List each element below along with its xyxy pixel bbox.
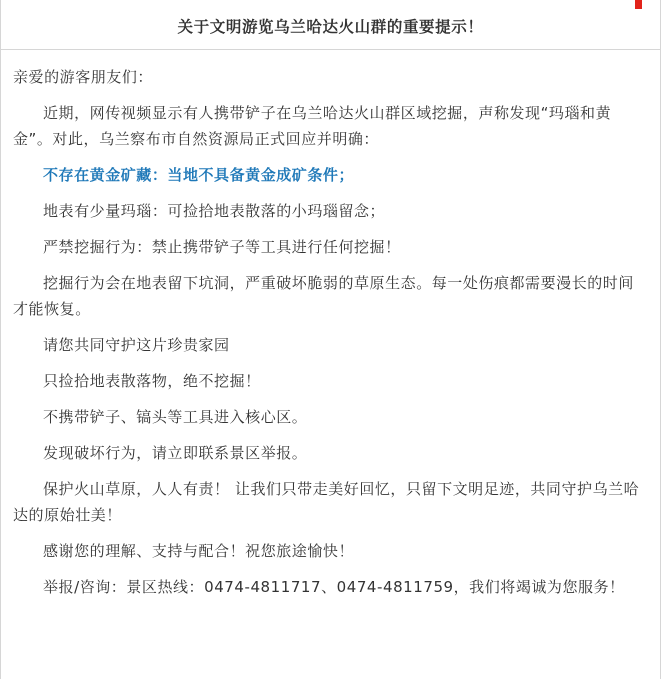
greeting: 亲爱的游客朋友们： <box>13 68 153 86</box>
paragraph-pick-surface: 只捡拾地表散落物，绝不挖掘！ <box>43 372 261 390</box>
paragraph-responsibility: 保护火山草原，人人有责！ 让我们只带走美好回忆，只留下文明足迹，共同守护乌兰哈达的原始壮美！ <box>13 480 640 524</box>
paragraph-report: 发现破坏行为，请立即联系景区举报。 <box>43 444 308 462</box>
paragraph-hotline: 举报/咨询：景区热线：0474-4811717、0474-4811759，我们将竭诚为您服务！ <box>43 578 625 596</box>
paragraph-agate: 地表有少量玛瑙：可捡拾地表散落的小玛瑙留念； <box>43 202 386 220</box>
paragraph-protect-home: 请您共同守护这片珍贵家园 <box>43 336 230 354</box>
paragraph-ecology: 挖掘行为会在地表留下坑洞，严重破坏脆弱的草原生态。每一处伤痕都需要漫长的时间才能恢复。 <box>13 274 634 318</box>
intro-paragraph: 近期，网传视频显示有人携带铲子在乌兰哈达火山群区域挖掘，声称发现“玛瑙和黄金”。对此，乌兰察布市自然资源局正式回应并明确： <box>13 104 612 148</box>
highlight-no-gold: 不存在黄金矿藏：当地不具备黄金成矿条件； <box>43 166 355 184</box>
paragraph-no-tools: 不携带铲子、镐头等工具进入核心区。 <box>43 408 308 426</box>
notice-body <box>13 64 648 610</box>
notice-title: 关于文明游览乌兰哈达火山群的重要提示！ <box>177 18 484 36</box>
paragraph-no-digging: 严禁挖掘行为：禁止携带铲子等工具进行任何挖掘！ <box>43 238 401 256</box>
paragraph-thanks: 感谢您的理解、支持与配合！祝您旅途愉快！ <box>43 542 355 560</box>
notice-header <box>1 0 660 50</box>
